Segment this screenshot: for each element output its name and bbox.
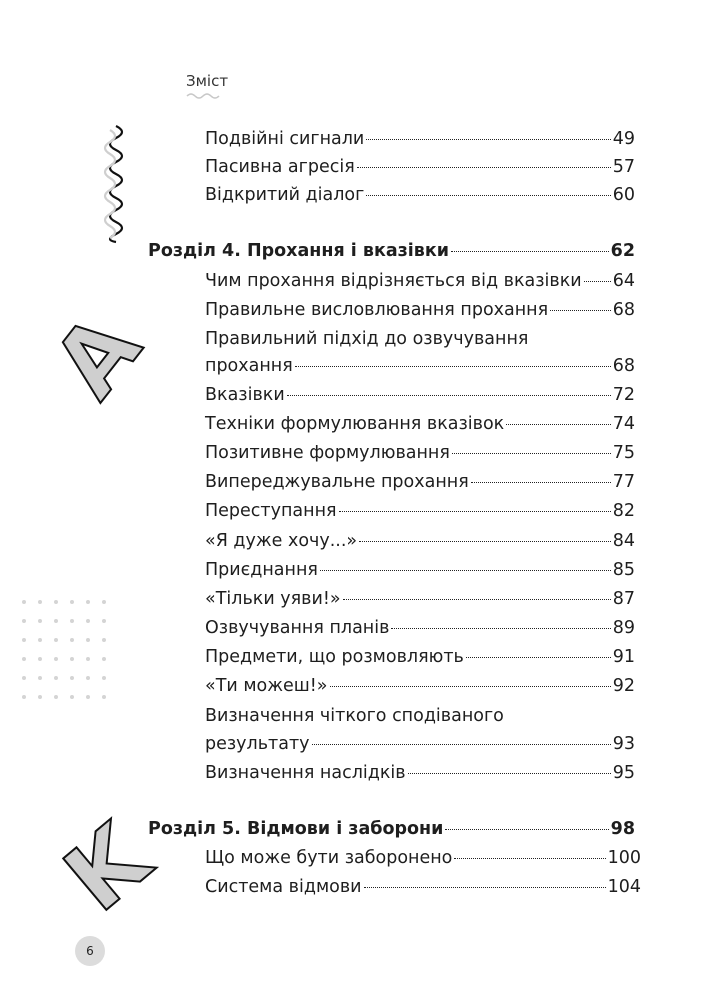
toc-entry[interactable]: [205, 472, 635, 492]
toc-entry-title: Подвійні сигнали: [205, 129, 365, 149]
dot-leader: [359, 541, 611, 542]
dot-leader: [454, 858, 605, 859]
dot-leader: [408, 773, 611, 774]
toc-entry-title: Позитивне формулювання: [205, 443, 450, 463]
dot-leader: [466, 657, 611, 658]
toc-entry[interactable]: [205, 734, 635, 754]
toc-entry-title: «Я дуже хочу...»: [205, 531, 358, 551]
toc-entry-title: Предмети, що розмовляють: [205, 647, 464, 667]
toc-entry-page: 98: [610, 819, 635, 839]
letter-k-decoration: [45, 804, 169, 933]
svg-text:A: A: [33, 294, 162, 417]
toc-entry-title: Визначення наслідків: [205, 763, 406, 783]
toc-entry-page: 75: [612, 443, 635, 463]
toc-entry-title: Випереджувальне прохання: [205, 472, 469, 492]
toc-entry-page: 49: [612, 129, 635, 149]
toc-entry-title: Озвучування планів: [205, 618, 390, 638]
toc-entry-title: Правильне висловлювання прохання: [205, 300, 549, 320]
toc-entry[interactable]: [205, 300, 635, 320]
toc-entry[interactable]: [205, 501, 635, 521]
toc-entry-page: 85: [612, 560, 635, 580]
header-title: Зміст: [186, 72, 229, 90]
dot-leader: [339, 511, 611, 512]
toc-entry-title: Відкритий діалог: [205, 185, 365, 205]
toc-entry-title: Вказівки: [205, 385, 285, 405]
toc-entry[interactable]: [205, 443, 635, 463]
dot-leader: [445, 829, 608, 830]
dot-leader: [366, 139, 610, 140]
wave-underline-icon: [186, 92, 220, 100]
dot-leader: [550, 310, 611, 311]
toc-entry[interactable]: [205, 560, 635, 580]
toc-entry-title: Система відмови: [205, 877, 362, 897]
toc-entry-page: 84: [612, 531, 635, 551]
toc-entry-title: Що може бути заборонено: [205, 848, 453, 868]
toc-entry[interactable]: [205, 157, 635, 177]
dot-leader: [312, 744, 611, 745]
letter-a-decoration: [33, 294, 162, 417]
toc-entry[interactable]: [205, 414, 635, 434]
dot-leader: [357, 167, 611, 168]
toc-entry-page: 93: [612, 734, 635, 754]
dot-leader: [364, 887, 606, 888]
dot-leader: [451, 251, 609, 252]
toc-entry-page: 87: [612, 589, 635, 609]
dot-leader: [471, 482, 611, 483]
toc-entry-title: Приєднання: [205, 560, 318, 580]
toc-entry-page: 104: [607, 877, 641, 897]
dot-leader: [584, 281, 611, 282]
toc-entry-first-line[interactable]: Визначення чіткого сподіваного: [205, 706, 504, 726]
toc-entry-page: 89: [612, 618, 635, 638]
toc-entry-title: результату: [205, 734, 310, 754]
toc-entry-page: 82: [612, 501, 635, 521]
toc-entry-page: 100: [607, 848, 641, 868]
toc-entry[interactable]: [205, 763, 635, 783]
toc-entry-title: Розділ 4. Прохання і вказівки: [148, 241, 450, 261]
toc-entry-page: 95: [612, 763, 635, 783]
toc-entry-page: 60: [612, 185, 635, 205]
toc-entry-title: Чим прохання відрізняється від вказівки: [205, 271, 582, 291]
toc-entry-page: 62: [610, 241, 635, 261]
toc-entry-first-line[interactable]: Правильний підхід до озвучування: [205, 329, 529, 349]
toc-entry-title: Переступання: [205, 501, 337, 521]
dot-leader: [391, 628, 610, 629]
toc-entry-page: 74: [612, 414, 635, 434]
toc-entry[interactable]: [205, 676, 635, 696]
toc-entry[interactable]: [205, 531, 635, 551]
toc-entry[interactable]: [205, 647, 635, 667]
zigzag-decoration-icon: [102, 124, 132, 244]
svg-text:K: K: [45, 804, 169, 933]
dot-leader: [287, 395, 611, 396]
toc-entry-page: 91: [612, 647, 635, 667]
toc-entry[interactable]: [205, 589, 635, 609]
toc-entry[interactable]: [205, 185, 635, 205]
toc-entry-page: 57: [612, 157, 635, 177]
toc-chapter-entry[interactable]: [148, 241, 635, 261]
toc-entry[interactable]: [205, 618, 635, 638]
dot-leader: [366, 195, 610, 196]
toc-entry-page: 64: [612, 271, 635, 291]
toc-entry-title: Розділ 5. Відмови і заборони: [148, 819, 444, 839]
toc-entry[interactable]: [205, 848, 641, 868]
page-number-badge: 6: [75, 936, 105, 966]
toc-entry-page: 77: [612, 472, 635, 492]
toc-entry[interactable]: [205, 385, 635, 405]
dot-leader: [452, 453, 611, 454]
toc-entry[interactable]: [205, 877, 641, 897]
dot-leader: [320, 570, 611, 571]
toc-entry-page: 68: [612, 300, 635, 320]
toc-entry-title: прохання: [205, 356, 293, 376]
toc-entry-title: Техніки формулювання вказівок: [205, 414, 505, 434]
dot-leader: [506, 424, 610, 425]
dot-leader: [330, 686, 611, 687]
toc-entry-title: Пасивна агресія: [205, 157, 355, 177]
toc-entry-title: «Ти можеш!»: [205, 676, 328, 696]
dot-grid-decoration: [20, 598, 110, 700]
toc-entry[interactable]: [205, 129, 635, 149]
dot-leader: [343, 599, 611, 600]
dot-leader: [295, 366, 611, 367]
toc-entry-page: 92: [612, 676, 635, 696]
toc-entry-title: «Тільки уяви!»: [205, 589, 341, 609]
toc-entry-page: 68: [612, 356, 635, 376]
toc-entry[interactable]: [205, 356, 635, 376]
toc-entry-page: 72: [612, 385, 635, 405]
toc-entry[interactable]: [205, 271, 635, 291]
toc-chapter-entry[interactable]: [148, 819, 635, 839]
